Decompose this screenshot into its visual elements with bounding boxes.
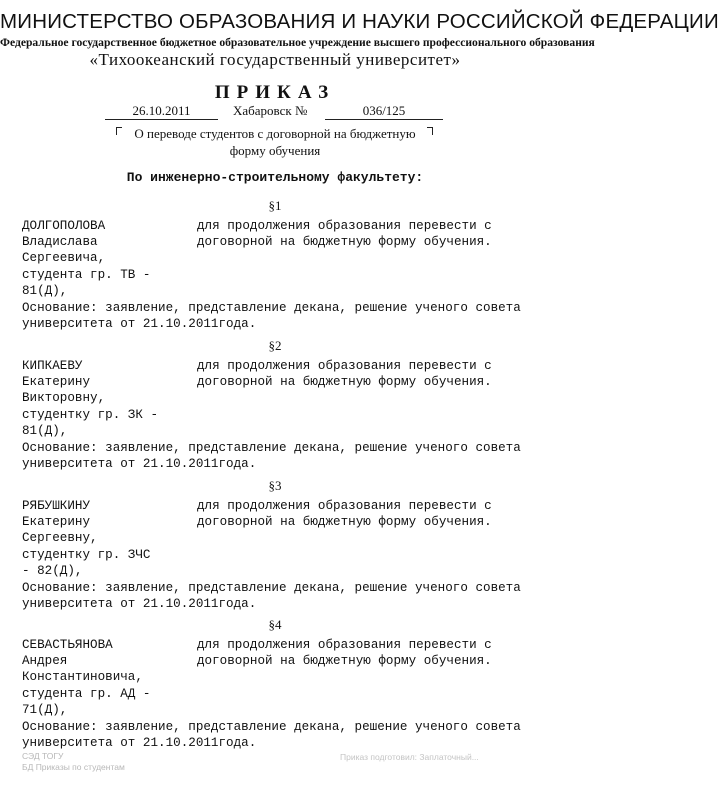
- section-number: §4: [268, 617, 282, 632]
- section-4: [0, 617, 550, 752]
- order-city-label: Хабаровск №: [233, 103, 308, 118]
- institution-line: Федеральное государственное бюджетное образовательное учреждение высшего профессионального образования: [0, 36, 595, 49]
- footer-prepared-by: Приказ подготовил: Заплаточный...: [340, 752, 479, 762]
- transfer-action: для продолжения образования перевести с договорной на бюджетную форму обучения.: [197, 359, 492, 390]
- student-name: КИПКАЕВУ Екатерину Викторовну, студентку гр. ЗК - 81(Д),: [22, 359, 159, 438]
- transfer-action: для продолжения образования перевести с договорной на бюджетную форму обучения.: [197, 219, 492, 250]
- student-name: РЯБУШКИНУ Екатерину Сергеевну, студентку гр. ЗЧС - 82(Д),: [22, 499, 151, 578]
- student-name: ДОЛГОПОЛОВА Владислава Сергеевича, студента гр. ТВ - 81(Д),: [22, 219, 151, 298]
- transfer-action: для продолжения образования перевести с договорной на бюджетную форму обучения.: [197, 638, 492, 669]
- basis-text: Основание: заявление, представление декана, решение ученого совета университета от 21.10.2011года.: [22, 581, 521, 612]
- basis-text: Основание: заявление, представление декана, решение ученого совета университета от 21.10.2011года.: [22, 720, 521, 751]
- section-number: §2: [268, 338, 282, 353]
- order-number: 036/125: [325, 103, 443, 120]
- faculty-heading: По инженерно-строительному факультету:: [126, 170, 424, 185]
- section-number: §1: [268, 198, 282, 213]
- order-subject: О переводе студентов с договорной на бюджетную форму обучения: [134, 126, 416, 158]
- section-1: [0, 198, 550, 333]
- order-title: ПРИКАЗ: [214, 82, 336, 103]
- section-number: §3: [268, 478, 282, 493]
- basis-text: Основание: заявление, представление декана, решение ученого совета университета от 21.10.2011года.: [22, 441, 521, 472]
- bracket-left-icon: [116, 127, 122, 135]
- section-3: [0, 478, 550, 613]
- bracket-right-icon: [427, 127, 433, 135]
- ministry-heading: МИНИСТЕРСТВО ОБРАЗОВАНИЯ И НАУКИ РОССИЙСКОЙ ФЕДЕРАЦИИ: [0, 10, 719, 33]
- section-2: [0, 338, 550, 473]
- order-date: 26.10.2011: [105, 103, 218, 120]
- footer-system-stamp: СЭД ТОГУ БД Приказы по студентам: [22, 751, 125, 772]
- transfer-action: для продолжения образования перевести с договорной на бюджетную форму обучения.: [197, 499, 492, 530]
- student-name: СЕВАСТЬЯНОВА Андрея Константиновича, студента гр. АД - 71(Д),: [22, 638, 151, 717]
- university-name: «Тихоокеанский государственный университет»: [89, 50, 461, 69]
- basis-text: Основание: заявление, представление декана, решение ученого совета университета от 21.10.2011года.: [22, 301, 521, 332]
